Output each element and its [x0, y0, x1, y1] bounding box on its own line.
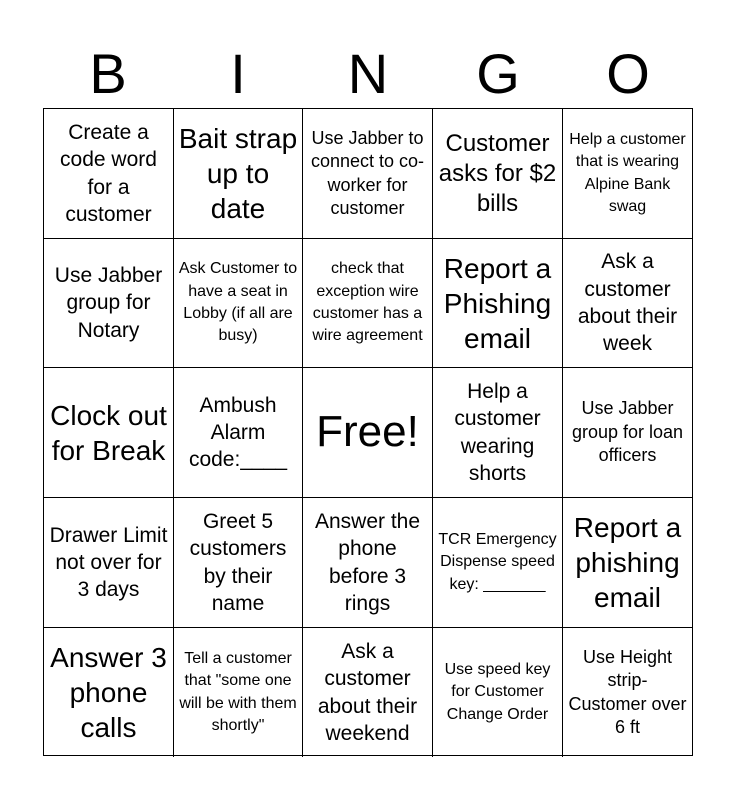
cell-text: Use Jabber to connect to co-worker for customer	[310, 127, 425, 218]
bingo-cell-r3-c2[interactable]	[174, 368, 303, 498]
bingo-cell-r3-c3-free[interactable]	[303, 368, 433, 498]
header-letter-n: N	[347, 42, 389, 105]
cell-text: Use speed key for Customer Change Order	[444, 660, 551, 723]
cell-text: Create a code word for a customer	[60, 120, 157, 226]
bingo-cell-r4-c1[interactable]	[44, 498, 174, 628]
bingo-cell-r4-c5[interactable]	[563, 498, 692, 628]
bingo-cell-r4-c2[interactable]	[174, 498, 303, 628]
bingo-grid	[43, 108, 693, 756]
header-letter-i: I	[230, 42, 246, 105]
bingo-cell-r1-c2[interactable]	[174, 109, 303, 239]
header-letter-g: G	[476, 42, 520, 105]
cell-text: Customer asks for $2 bills	[438, 129, 557, 217]
cell-text: Report a phishing email	[573, 512, 682, 613]
cell-text: check that exception wire customer has a wire agreement	[312, 260, 423, 345]
bingo-cell-r2-c4[interactable]	[433, 239, 563, 368]
bingo-cell-r5-c3[interactable]	[303, 628, 433, 757]
bingo-cell-r5-c2[interactable]	[174, 628, 303, 757]
header-letter-o: O	[606, 42, 650, 105]
bingo-cell-r1-c4[interactable]	[433, 109, 563, 239]
cell-text: Use Height strip- Customer over 6 ft	[568, 646, 687, 737]
bingo-cell-r2-c5[interactable]	[563, 239, 692, 368]
cell-text: Bait strap up to date	[178, 123, 298, 224]
cell-text: Tell a customer that "some one will be with them shortly"	[179, 649, 297, 734]
free-space-text: Free!	[316, 407, 419, 457]
bingo-cell-r3-c4[interactable]	[433, 368, 563, 498]
cell-text: Ask Customer to have a seat in Lobby (if all are busy)	[178, 260, 298, 345]
cell-text: Greet 5 customers by their name	[189, 509, 287, 615]
cell-text: Ask a customer about their weekend	[317, 639, 418, 745]
cell-text: Ask a customer about their week	[577, 250, 678, 356]
cell-text: Use Jabber group for loan officers	[571, 398, 684, 466]
cell-text: Help a customer wearing shorts	[454, 379, 541, 485]
cell-text: Ambush Alarm code:____	[188, 393, 288, 472]
bingo-cell-r4-c4[interactable]	[433, 498, 563, 628]
bingo-cell-r1-c1[interactable]	[44, 109, 174, 239]
bingo-cell-r5-c5[interactable]	[563, 628, 692, 757]
cell-text: Help a customer that is wearing Alpine Bank swag	[569, 130, 686, 215]
bingo-cell-r4-c3[interactable]	[303, 498, 433, 628]
bingo-cell-r2-c3[interactable]	[303, 239, 433, 368]
bingo-cell-r1-c3[interactable]	[303, 109, 433, 239]
cell-text: Clock out for Break	[50, 399, 167, 466]
bingo-cell-r3-c5[interactable]	[563, 368, 692, 498]
cell-text: Use Jabber group for Notary	[54, 264, 163, 342]
cell-text: TCR Emergency Dispense speed key: _______	[438, 530, 557, 593]
header-letter-b: B	[89, 42, 127, 105]
bingo-cell-r2-c1[interactable]	[44, 239, 174, 368]
bingo-cell-r3-c1[interactable]	[44, 368, 174, 498]
cell-text: Answer the phone before 3 rings	[314, 509, 421, 615]
bingo-cell-r2-c2[interactable]	[174, 239, 303, 368]
cell-text: Answer 3 phone calls	[50, 642, 167, 743]
cell-text: Drawer Limit not over for 3 days	[49, 523, 168, 602]
bingo-cell-r1-c5[interactable]	[563, 109, 692, 239]
cell-text: Report a Phishing email	[443, 252, 552, 354]
bingo-header	[43, 40, 693, 108]
bingo-cell-r5-c1[interactable]	[44, 628, 174, 757]
bingo-cell-r5-c4[interactable]	[433, 628, 563, 757]
